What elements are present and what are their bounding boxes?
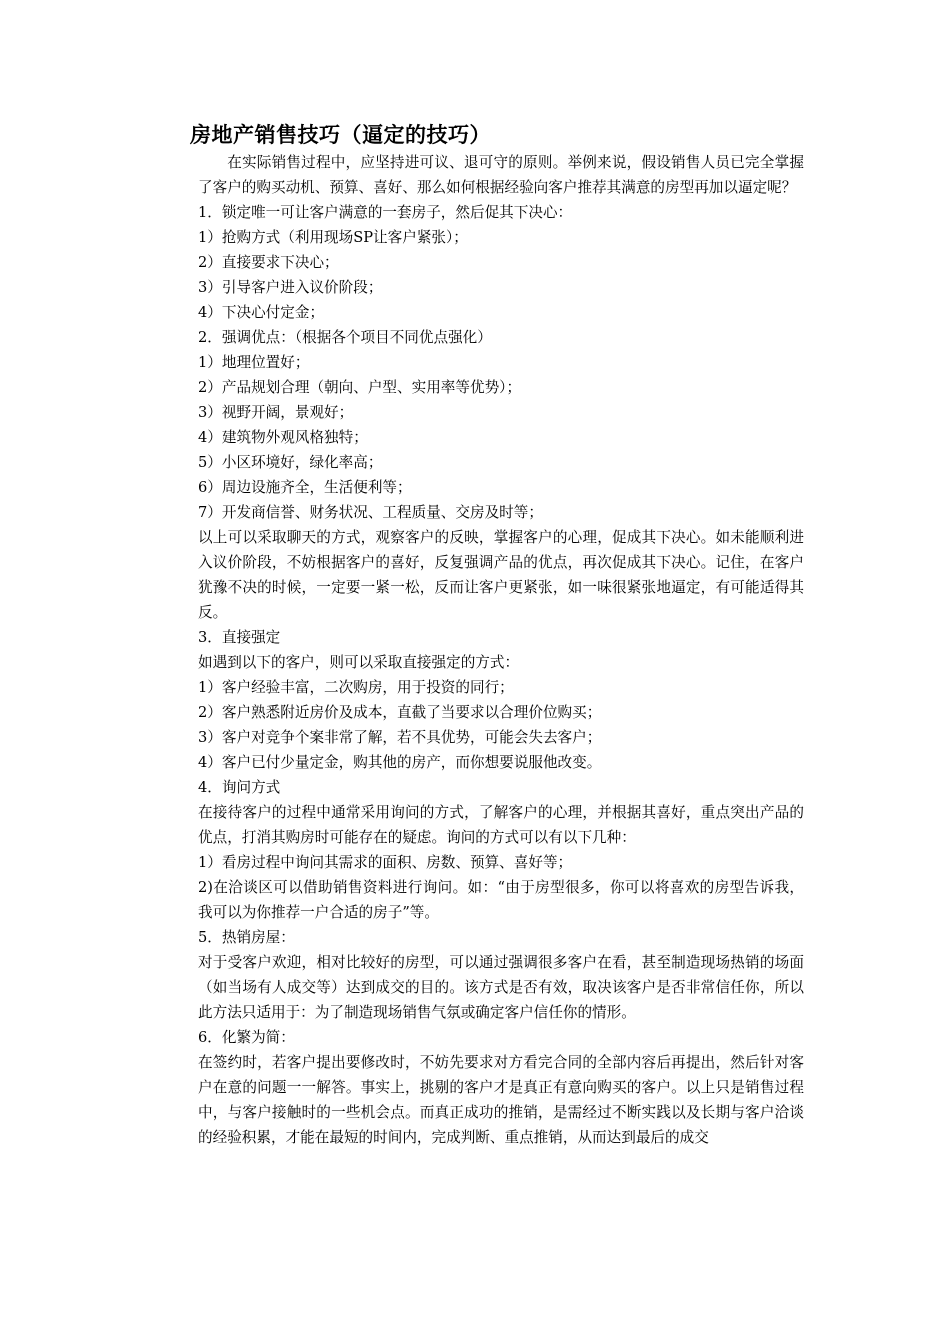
text-line: 如遇到以下的客户，则可以采取直接强定的方式： [198,654,520,671]
text-line: 1．锁定唯一可让客户满意的一套房子，然后促其下决心： [198,204,573,221]
document-blocks [198,200,804,1150]
text-line: 1）地理位置好； [198,354,310,371]
text-line: 3）引导客户进入议价阶段； [198,279,383,296]
text-line: 6．化繁为简： [198,1029,295,1046]
body-paragraph: 2)在洽谈区可以借助销售资料进行询问。如：“由于房型很多，你可以将喜欢的房型告诉我，我可以为你推荐一户合适的房子”等。 [198,879,804,921]
body-paragraph: 在签约时，若客户提出要修改时，不妨先要求对方看完合同的全部内容后再提出，然后针对客户在意的问题一一解答。事实上，挑剔的客户才是真正有意向购买的客户。以上只是销售过程中，与客户接触时的一些机会点。而真正成功的推销，是需经过不断实践以及长期与客户洽谈的经验积累，才能在最短的时间内，完成判断、重点推销，从而达到最后的成交 [198,1054,804,1146]
text-line: 2）直接要求下决心； [198,254,339,271]
text-line: 5．热销房屋： [198,929,295,946]
text-line: 1）客户经验丰富，二次购房，用于投资的同行； [198,679,514,696]
body-paragraph: 在接待客户的过程中通常采用询问的方式，了解客户的心理，并根据其喜好，重点突出产品的优点，打消其购房时可能存在的疑虑。询问的方式可以有以下几种： [198,804,804,846]
body-paragraph: 以上可以采取聊天的方式，观察客户的反映，掌握客户的心理，促成其下决心。如未能顺利进入议价阶段，不妨根据客户的喜好，反复强调产品的优点，再次促成其下决心。记住，在客户犹豫不决的时候，一定要一紧一松，反而让客户更紧张，如一味很紧张地逼定，有可能适得其反。 [198,529,804,621]
body-paragraph: 对于受客户欢迎，相对比较好的房型，可以通过强调很多客户在看，甚至制造现场热销的场面（如当场有人成交等）达到成交的目的。该方式是否有效，取决该客户是否非常信任你，所以此方法只适用于：为了制造现场销售气氛或确定客户信任你的情形。 [198,954,804,1021]
text-line: 2．强调优点：（根据各个项目不同优点强化） [198,329,492,346]
text-line: 6）周边设施齐全，生活便利等； [198,479,412,496]
text-line: 1）看房过程中询问其需求的面积、房数、预算、喜好等； [198,854,573,871]
text-line: 3）视野开阔，景观好； [198,404,354,421]
text-line: 2）客户熟悉附近房价及成本，直截了当要求以合理价位购买； [198,704,602,721]
intro-paragraph: 在实际销售过程中，应坚持进可议、退可守的原则。举例来说，假设销售人员已完全掌握了客户的购买动机、预算、喜好、那么如何根据经验向客户推荐其满意的房型再加以逼定呢？ [198,154,804,196]
text-line: 4．询问方式 [198,779,281,796]
document-body [190,120,804,1150]
text-line: 4）下决心付定金； [198,304,325,321]
text-line: 2）产品规划合理（朝向、户型、实用率等优势）； [198,379,522,396]
text-line: 3．直接强定 [198,629,281,646]
text-line: 3）客户对竞争个案非常了解，若不具优势，可能会失去客户； [198,729,602,746]
text-line: 5）小区环境好，绿化率高； [198,454,383,471]
text-line: 7）开发商信誉、财务状况、工程质量、交房及时等； [198,504,543,521]
text-line: 4）建筑物外观风格独特； [198,429,368,446]
document-title: 房地产销售技巧（逼定的技巧） [190,123,491,147]
text-line: 4）客户已付少量定金，购其他的房产，而你想要说服他改变。 [198,754,602,771]
text-line: 1）抢购方式（利用现场SP让客户紧张）； [198,229,468,246]
